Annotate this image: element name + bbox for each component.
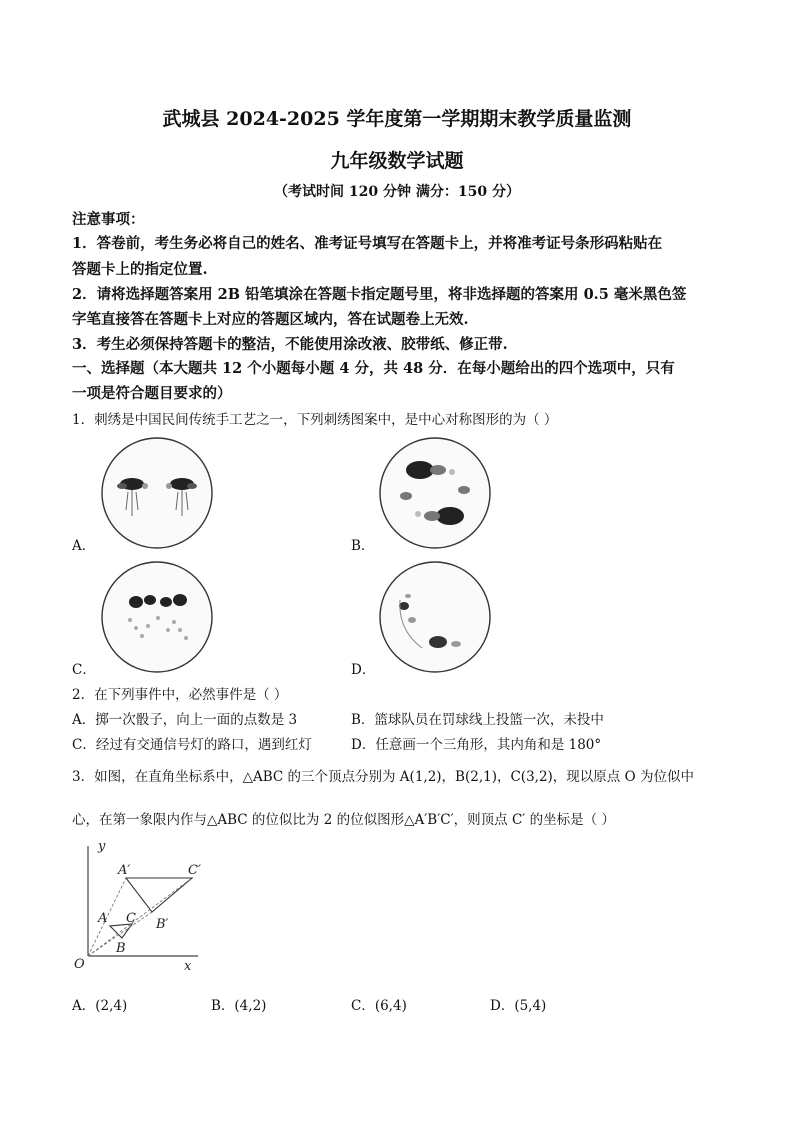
section-1-heading-line-1: 一、选择题（本大题共 12 个小题每小题 4 分，共 48 分．在每小题给出的四个选项中，只有 bbox=[72, 360, 675, 377]
note-1-line-1: 1．答卷前，考生务必将自己的姓名、准考证号填写在答题卡上，并将准考证号条形码粘贴在 bbox=[72, 235, 663, 252]
q2-option-c: C．经过有交通信号灯的路口，遇到红灯 bbox=[72, 737, 312, 753]
exam-subtitle: 九年级数学试题 bbox=[330, 150, 464, 172]
exam-title: 武城县 2024-2025 学年度第一学期期末教学质量监测 bbox=[162, 108, 632, 130]
question-3-stem-line-1: 3．如图，在直角坐标系中，△ABC 的三个顶点分别为 A(1,2)，B(2,1)，C(3,2)，现以原点 O 为位似中 bbox=[72, 769, 694, 785]
label-o: O bbox=[74, 957, 85, 972]
note-3: 3．考生必须保持答题卡的整洁，不能使用涂改液、胶带纸、修正带. bbox=[72, 336, 508, 353]
q3-option-a: A．(2,4) bbox=[72, 998, 128, 1014]
label-c: C bbox=[126, 911, 136, 926]
question-2-stem: 2．在下列事件中，必然事件是（ ） bbox=[72, 687, 288, 703]
label-b: B bbox=[116, 941, 126, 956]
q1-option-d-label: D． bbox=[351, 662, 376, 678]
label-x: x bbox=[184, 959, 192, 974]
embroidery-image-c bbox=[100, 560, 214, 674]
q3-option-d: D．(5,4) bbox=[490, 998, 547, 1014]
label-a-prime: A′ bbox=[118, 863, 131, 878]
section-1-heading-line-2: 一项是符合题目要求的） bbox=[72, 385, 232, 402]
note-2-line-2: 字笔直接答在答题卡上对应的答题区域内，答在试题卷上无效. bbox=[72, 311, 469, 328]
q3-coordinate-figure bbox=[68, 838, 208, 976]
label-c-prime: C′ bbox=[188, 863, 201, 878]
q2-option-d: D．任意画一个三角形，其内角和是 180° bbox=[351, 737, 602, 753]
notes-heading: 注意事项： bbox=[72, 211, 145, 228]
embroidery-image-a bbox=[100, 436, 214, 550]
q3-option-b: B．(4,2) bbox=[211, 998, 267, 1014]
note-2-line-1: 2．请将选择题答案用 2B 铅笔填涂在答题卡指定题号里，将非选择题的答案用 0.5 毫米黑色签 bbox=[72, 286, 687, 303]
triangle-a2b2c2 bbox=[126, 878, 192, 912]
q1-option-b-label: B． bbox=[351, 538, 375, 554]
embroidery-image-d bbox=[378, 560, 492, 674]
note-1-line-2: 答题卡上的指定位置. bbox=[72, 261, 208, 278]
q2-option-b: B．篮球队员在罚球线上投篮一次，未投中 bbox=[351, 712, 604, 728]
label-b-prime: B′ bbox=[156, 917, 169, 932]
q3-option-c: C．(6,4) bbox=[351, 998, 407, 1014]
exam-info: （考试时间 120 分钟 满分：150 分） bbox=[274, 184, 520, 200]
q2-option-a: A．掷一次骰子，向上一面的点数是 3 bbox=[72, 712, 298, 728]
q1-option-c-label: C． bbox=[72, 662, 96, 678]
question-3-stem-line-2: 心，在第一象限内作与△ABC 的位似比为 2 的位似图形△A′B′C′，则顶点 C′ 的坐标是（ ） bbox=[72, 812, 615, 828]
question-1-stem: 1．刺绣是中国民间传统手工艺之一，下列刺绣图案中，是中心对称图形的为（ ） bbox=[72, 412, 558, 428]
label-a: A bbox=[98, 911, 108, 926]
q1-option-a-label: A． bbox=[72, 538, 96, 554]
embroidery-image-b bbox=[378, 436, 492, 550]
label-y: y bbox=[98, 839, 106, 854]
